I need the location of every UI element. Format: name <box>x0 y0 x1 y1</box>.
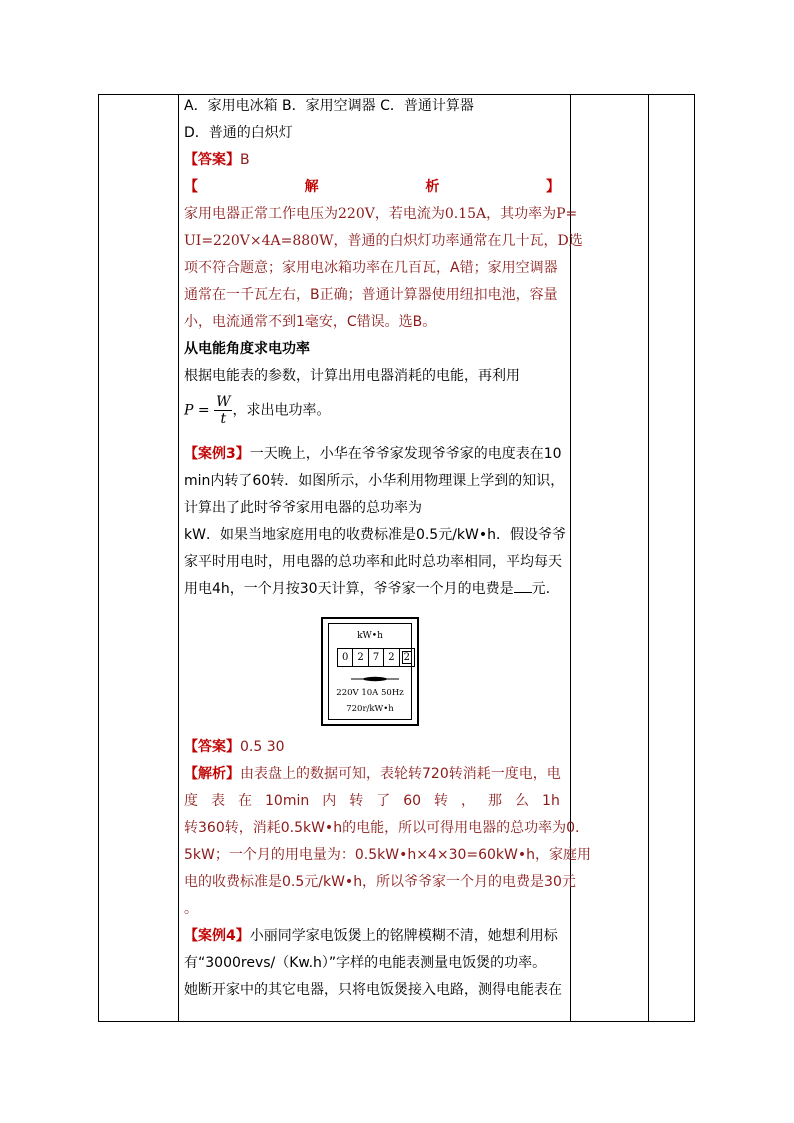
case3-line: kW．如果当地家庭用电的收费标准是0.5元/kW•h．假设爷爷 <box>184 527 567 543</box>
analysis-word: 10min <box>265 793 310 809</box>
analysis-line: 通常在一千瓦左右，B正确；普通计算器使用纽扣电池，容量 <box>184 287 558 303</box>
analysis-line: 项不符合题意；家用电冰箱功率在几百瓦，A错；家用空调器 <box>184 260 558 276</box>
formula-fraction <box>214 394 232 427</box>
answer-tag: 【答案】 <box>184 739 240 755</box>
case3-tail: 元. <box>531 581 551 597</box>
case3-line: min内转了60转．如图所示，小华利用物理课上学到的知识， <box>184 473 565 489</box>
analysis-header-char: 析 <box>425 179 440 195</box>
options-line: D．普通的白炽灯 <box>184 125 293 141</box>
analysis-line: 家用电器正常工作电压为220V，若电流为0.15A，其功率为P= <box>184 206 578 222</box>
answer-tag: 【答案】 <box>184 152 240 168</box>
column-divider <box>648 95 649 1021</box>
analysis-line: UI=220V×4A=880W，普通的白炽灯功率通常在几十瓦，D选 <box>184 233 583 249</box>
analysis-header-char: 解 <box>304 179 319 195</box>
column-divider <box>178 95 179 1021</box>
analysis-word: 转 <box>434 793 449 809</box>
electric-meter-figure <box>321 617 419 726</box>
analysis-word: 在 <box>238 793 252 809</box>
analysis-header <box>184 178 560 196</box>
meter-digits <box>337 648 415 667</box>
analysis-word: 转 <box>349 793 364 809</box>
answer-value: 0.5 30 <box>240 739 285 755</box>
analysis-line: 电的收费标准是0.5元/kW•h，所以爷爷家一个月的电费是30元 <box>184 874 576 890</box>
meter-face <box>328 623 412 720</box>
options-line: A．家用电冰箱 B．家用空调器 C．普通计算器 <box>184 98 474 114</box>
analysis-word: 内 <box>322 793 337 809</box>
analysis-tag: 【解析】 <box>184 766 240 782</box>
analysis-line: 5kW；一个月的用电量为：0.5kW•h×4×30=60kW•h，家庭用 <box>184 847 592 863</box>
answer-line <box>184 151 250 169</box>
meter-digit: 2 <box>353 649 368 666</box>
meter-digit-decimal: 2 <box>400 649 414 666</box>
formula-numerator: W <box>216 394 231 410</box>
case3-line <box>184 580 550 598</box>
formula-tail: ，求出电功率。 <box>232 402 331 419</box>
analysis-word: 度 <box>184 793 198 809</box>
case4-text: 小丽同学家电饭煲上的铭牌模糊不清，她想利用标 <box>249 928 558 944</box>
meter-digit: 0 <box>338 649 353 666</box>
case3-text: 用电4h，一个月按30天计算，爷爷家一个月的电费是 <box>184 581 514 597</box>
meter-unit-label: kW•h <box>357 631 383 641</box>
analysis-word: 了 <box>376 793 391 809</box>
meter-digit: 7 <box>369 649 384 666</box>
analysis-word: 60 <box>403 793 422 809</box>
analysis-word: ， <box>461 793 476 809</box>
analysis-word: 么 <box>515 793 530 809</box>
meter-rotor-icon <box>349 674 401 684</box>
answer-value: B <box>240 152 250 168</box>
meter-digit: 2 <box>384 649 399 666</box>
analysis-line: 。 <box>184 901 198 917</box>
analysis-word: 1h <box>542 793 560 809</box>
formula-lhs: P = <box>184 402 210 419</box>
analysis-line: 转360转，消耗0.5kW•h的电能，所以可得用电器的总功率为0. <box>184 820 580 836</box>
section-title: 从电能角度求电功率 <box>184 341 310 357</box>
case4-line <box>184 927 558 945</box>
section-intro: 根据电能表的参数，计算出用电器消耗的电能，再利用 <box>184 368 520 384</box>
answer-blank <box>514 580 532 593</box>
case4-line: 有“3000revs/（Kw.h）”字样的电能表测量电饭煲的功率。 <box>184 955 547 971</box>
case3-line: 计算出了此时爷爷家用电器的总功率为 <box>184 500 422 516</box>
case3-line: 家平时用电时，用电器的总功率和此时总功率相同，平均每天 <box>184 554 562 570</box>
case3-text: 一天晚上，小华在爷爷家发现爷爷家的电度表在10 <box>249 446 562 462</box>
analysis-word: 那 <box>488 793 503 809</box>
formula-denominator: t <box>220 411 227 427</box>
case3-line <box>184 445 562 463</box>
meter-spec-label: 220V 10A 50Hz <box>336 688 404 698</box>
case4-line: 她断开家中的其它电器，只将电饭煲接入电路，测得电能表在 <box>184 982 562 998</box>
analysis-text: 由表盘上的数据可知，表轮转720转消耗一度电，电 <box>240 766 561 782</box>
analysis-header-char: 】 <box>545 179 560 195</box>
case4-tag: 【案例4】 <box>184 928 250 944</box>
meter-rev-label: 720r/kW•h <box>346 704 394 714</box>
analysis-line <box>184 792 560 810</box>
analysis-header-char: 【 <box>184 179 198 195</box>
answer-line <box>184 738 285 756</box>
power-formula <box>184 394 330 427</box>
case3-tag: 【案例3】 <box>184 446 250 462</box>
analysis-word: 表 <box>211 793 225 809</box>
analysis-line: 小，电流通常不到1毫安，C错误。选B。 <box>184 314 437 330</box>
analysis-line <box>184 765 561 783</box>
